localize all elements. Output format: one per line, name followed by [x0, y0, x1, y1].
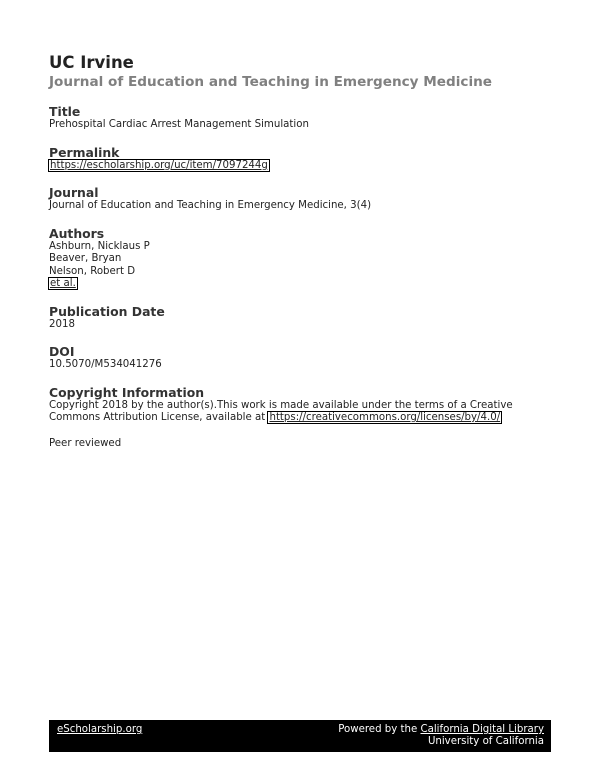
powered-by-text: Powered by the [338, 724, 421, 735]
copyright-text-line2: Commons Attribution License, available at [49, 412, 269, 423]
university-name: University of California [427, 736, 544, 747]
copyright-text-line1: Copyright 2018 by the author(s).This work is made available under the terms of a Creative [49, 399, 513, 411]
authors-section [49, 226, 554, 291]
peer-review-section [49, 438, 554, 451]
title-label: Title [49, 104, 81, 119]
doi-section [49, 344, 554, 372]
more-authors-link[interactable]: et al. [50, 278, 76, 289]
escholarship-link[interactable]: eScholarship.org [57, 724, 143, 735]
permalink-section [49, 145, 554, 173]
publication-date-section [49, 304, 554, 332]
authors-label: Authors [49, 225, 105, 241]
article-title: Prehospital Cardiac Arrest Management Simulation [49, 119, 309, 130]
institution-name: UC Irvine [49, 53, 134, 72]
license-link[interactable]: https://creativecommons.org/licenses/by/4.0/ [269, 412, 501, 423]
journal-name: Journal of Education and Teaching in Emergency Medicine [49, 74, 493, 90]
title-section [49, 104, 554, 132]
peer-review-status: Peer reviewed [49, 437, 122, 449]
journal-section [49, 185, 554, 213]
publication-date-value: 2018 [49, 318, 75, 330]
copyright-label: Copyright Information [49, 384, 205, 400]
permalink-link[interactable]: https://escholarship.org/uc/item/7097244g [50, 159, 268, 171]
author-name: Ashburn, Nicklaus P [49, 240, 150, 252]
publication-date-label: Publication Date [49, 303, 165, 319]
footer-credits [338, 724, 544, 748]
journal-citation: Journal of Education and Teaching in Emergency Medicine, 3(4) [49, 200, 372, 211]
header [49, 53, 554, 91]
journal-label: Journal [49, 185, 99, 200]
document-cover-page [49, 53, 554, 450]
permalink-label: Permalink [49, 144, 120, 160]
author-name: Nelson, Robert D [49, 265, 136, 277]
copyright-section [49, 385, 554, 425]
author-name: Beaver, Bryan [49, 253, 122, 264]
footer-bar [49, 720, 551, 752]
doi-value: 10.5070/M534041276 [49, 359, 162, 370]
doi-label: DOI [49, 344, 75, 359]
cdl-link[interactable]: California Digital Library [420, 724, 544, 735]
